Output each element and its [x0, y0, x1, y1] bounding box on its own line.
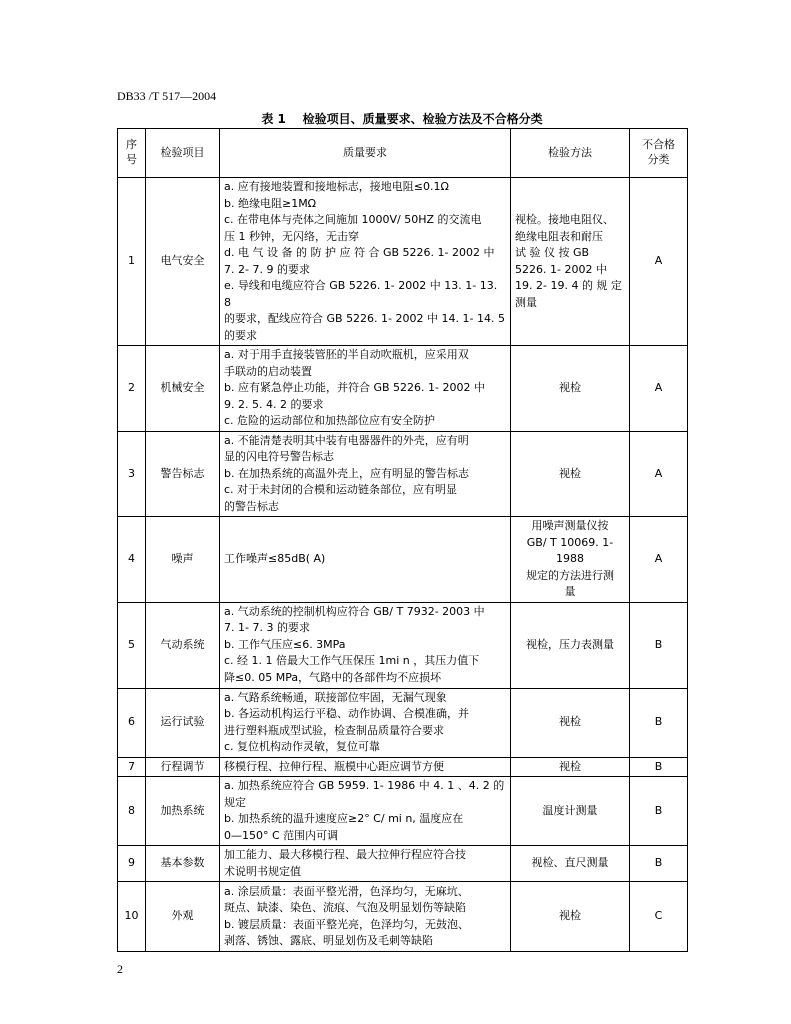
- method-line: 温度计测量: [542, 803, 598, 817]
- requirement-line: d. 电 气 设 备 的 防 护 应 符 合 GB 5226. 1- 2002 中: [224, 246, 495, 259]
- table-row: [118, 602, 688, 688]
- inspection-method: [511, 688, 630, 757]
- requirement-line: a. 加热系统应符合 GB 5959. 1- 1986 中 4. 1 、4. 2 的: [224, 779, 505, 792]
- requirement-line: 7. 1- 7. 3 的要求: [224, 621, 310, 635]
- inspection-method: [511, 882, 630, 952]
- table-row: [118, 517, 688, 603]
- nonconformity-class: A: [630, 346, 688, 432]
- method-line: 视检: [559, 759, 581, 773]
- method-line: 用噪声测量仪按: [531, 519, 609, 532]
- inspection-item: 警告标志: [146, 431, 220, 517]
- requirement-line: b. 镀层质量：表面平整光亮，色泽均匀，无鼓泡、: [224, 917, 469, 931]
- method-line: 测量: [515, 295, 537, 309]
- table-body: [118, 178, 688, 952]
- requirement-line: 斑点、缺漆、染色、流痕、气泡及明显划伤等缺陷: [224, 901, 466, 914]
- header-method: 检验方法: [511, 129, 630, 178]
- quality-requirement: [220, 517, 511, 603]
- inspection-method: [511, 602, 630, 688]
- nonconformity-class: B: [630, 688, 688, 757]
- table-row: [118, 431, 688, 517]
- row-number: 7: [118, 757, 146, 777]
- row-number: 6: [118, 688, 146, 757]
- table-row: [118, 346, 688, 432]
- row-number: 1: [118, 178, 146, 346]
- quality-requirement: [220, 846, 511, 882]
- requirement-line: a. 气路系统畅通，联接部位牢固，无漏气现象: [224, 690, 447, 704]
- requirement-line: 术说明书规定值: [224, 864, 301, 878]
- inspection-item: 基本参数: [146, 846, 220, 882]
- method-line: 量: [564, 585, 576, 598]
- row-number: 8: [118, 777, 146, 846]
- method-line: 视检。接地电阻仪、: [515, 213, 614, 226]
- row-number: 4: [118, 517, 146, 603]
- requirement-line: 进行塑料瓶成型试验，检查制品质量符合要求: [224, 723, 444, 737]
- quality-requirement: [220, 688, 511, 757]
- inspection-method: [511, 757, 630, 777]
- requirement-line: b. 应有紧急停止功能，并符合 GB 5226. 1- 2002 中: [224, 381, 485, 394]
- requirement-line: a. 气动系统的控制机构应符合 GB/ T 7932- 2003 中: [224, 604, 485, 618]
- table-row: [118, 882, 688, 952]
- document-code: DB33 /T 517—2004: [117, 89, 217, 103]
- row-number: 2: [118, 346, 146, 432]
- requirement-line: c. 在带电体与壳体之间施加 1000V/ 50HZ 的交流电: [224, 213, 482, 226]
- nonconformity-class: B: [630, 602, 688, 688]
- table-row: [118, 178, 688, 346]
- quality-requirement: [220, 602, 511, 688]
- nonconformity-class: A: [630, 431, 688, 517]
- method-line: 视检、直尺测量: [531, 856, 609, 870]
- requirement-line: b. 绝缘电阻≥1MΩ: [224, 196, 317, 210]
- inspection-method: [511, 517, 630, 603]
- requirement-line: a. 对于用手直接装管胚的半自动吹瓶机，应采用双: [224, 348, 469, 361]
- requirement-line: b. 工作气压应≤6. 3MPa: [224, 637, 346, 651]
- requirement-line: b. 各运动机构运行平稳、动作协调、合模准确，并: [224, 707, 469, 720]
- table-row: [118, 688, 688, 757]
- requirement-line: 0—150° C 范围内可调: [224, 828, 339, 842]
- table-caption: 表 1 检验项目、质量要求、检验方法及不合格分类: [261, 112, 543, 126]
- requirement-line: 工作噪声≤85dB( A): [224, 552, 326, 565]
- requirement-line: a. 不能清楚表明其中装有电器器件的外壳，应有明: [224, 433, 469, 447]
- requirement-line: 压 1 秒钟，无闪络，无击穿: [224, 229, 359, 243]
- row-number: 9: [118, 846, 146, 882]
- requirement-line: c. 危险的运动部位和加热部位应有安全防护: [224, 414, 436, 427]
- inspection-table: [117, 128, 688, 952]
- row-number: 3: [118, 431, 146, 517]
- quality-requirement: [220, 757, 511, 777]
- method-line: 视检，压力表测量: [526, 637, 614, 651]
- requirement-line: 规定: [224, 795, 246, 809]
- method-line: 视检: [559, 715, 581, 729]
- inspection-item: 机械安全: [146, 346, 220, 432]
- requirement-line: a. 应有接地装置和接地标志，接地电阻≤0.1Ω: [224, 180, 449, 193]
- method-line: 绝缘电阻表和耐压: [515, 229, 603, 243]
- method-line: 视检: [559, 381, 581, 394]
- header-class: 不合格 分类: [630, 129, 688, 178]
- requirement-line: c. 对于未封闭的合模和运动链条部位，应有明显: [224, 483, 458, 496]
- inspection-method: [511, 431, 630, 517]
- requirement-line: a. 涂层质量：表面平整光滑，色泽均匀，无麻坑、: [224, 884, 469, 898]
- requirement-line: 的要求，配线应符合 GB 5226. 1- 2002 中 14. 1- 14. 5: [224, 312, 505, 325]
- requirement-line: b. 在加热系统的高温外壳上，应有明显的警告标志: [224, 466, 469, 480]
- header-item: 检验项目: [146, 129, 220, 178]
- inspection-method: [511, 346, 630, 432]
- requirement-line: b. 加热系统的温升速度应≥2° C/ mi n, 温度应在: [224, 812, 464, 825]
- header-requirement: 质量要求: [220, 129, 511, 178]
- requirement-line: 降≤0. 05 MPa，气路中的各部件均不应损坏: [224, 670, 442, 684]
- requirement-line: 移模行程、拉伸行程、瓶模中心距应调节方便: [224, 759, 444, 773]
- quality-requirement: [220, 882, 511, 952]
- inspection-method: [511, 846, 630, 882]
- inspection-item: 运行试验: [146, 688, 220, 757]
- requirement-line: 剥落、锈蚀、露底、明显划伤及毛刺等缺陷: [224, 934, 433, 947]
- inspection-item: 行程调节: [146, 757, 220, 777]
- table-row: [118, 846, 688, 882]
- nonconformity-class: C: [630, 882, 688, 952]
- requirement-line: 的警告标志: [224, 499, 279, 513]
- requirement-line: 显的闪电符号警告标志: [224, 450, 334, 463]
- table-row: [118, 777, 688, 846]
- quality-requirement: [220, 431, 511, 517]
- method-line: 视检: [559, 466, 581, 480]
- requirement-line: c. 复位机构动作灵敏，复位可靠: [224, 740, 381, 753]
- requirement-line: 的要求: [224, 328, 257, 342]
- nonconformity-class: B: [630, 757, 688, 777]
- requirement-line: c. 经 1. 1 倍最大工作气压保压 1mi n ，其压力值下: [224, 654, 480, 668]
- row-number: 10: [118, 882, 146, 952]
- requirement-line: 加工能力、最大移模行程、最大拉伸行程应符合技: [224, 848, 466, 861]
- nonconformity-class: A: [630, 517, 688, 603]
- inspection-item: 电气安全: [146, 178, 220, 346]
- requirement-line: 手联动的启动装置: [224, 364, 312, 378]
- quality-requirement: [220, 346, 511, 432]
- nonconformity-class: B: [630, 846, 688, 882]
- inspection-method: [511, 777, 630, 846]
- table-row: [118, 757, 688, 777]
- inspection-item: 加热系统: [146, 777, 220, 846]
- method-line: 19. 2- 19. 4 的 规 定: [515, 279, 622, 292]
- inspection-method: [511, 178, 630, 346]
- inspection-item: 噪声: [146, 517, 220, 603]
- nonconformity-class: B: [630, 777, 688, 846]
- method-line: GB/ T 10069. 1- 1988: [526, 535, 614, 565]
- method-line: 规定的方法进行测: [526, 568, 614, 582]
- row-number: 5: [118, 602, 146, 688]
- requirement-line: e. 导线和电缆应符合 GB 5226. 1- 2002 中 13. 1- 13. 8: [224, 279, 498, 309]
- quality-requirement: [220, 178, 511, 346]
- nonconformity-class: A: [630, 178, 688, 346]
- header-seq: 序 号: [118, 129, 146, 178]
- inspection-item: 气动系统: [146, 602, 220, 688]
- method-line: 视检: [559, 909, 581, 923]
- requirement-line: 7. 2- 7. 9 的要求: [224, 262, 310, 276]
- page-number: 2: [117, 962, 123, 976]
- table-header-row: [118, 129, 688, 178]
- method-line: 5226. 1- 2002 中: [515, 262, 607, 276]
- quality-requirement: [220, 777, 511, 846]
- method-line: 试 验 仪 按 GB: [515, 246, 590, 259]
- inspection-item: 外观: [146, 882, 220, 952]
- requirement-line: 9. 2. 5. 4. 2 的要求: [224, 397, 324, 411]
